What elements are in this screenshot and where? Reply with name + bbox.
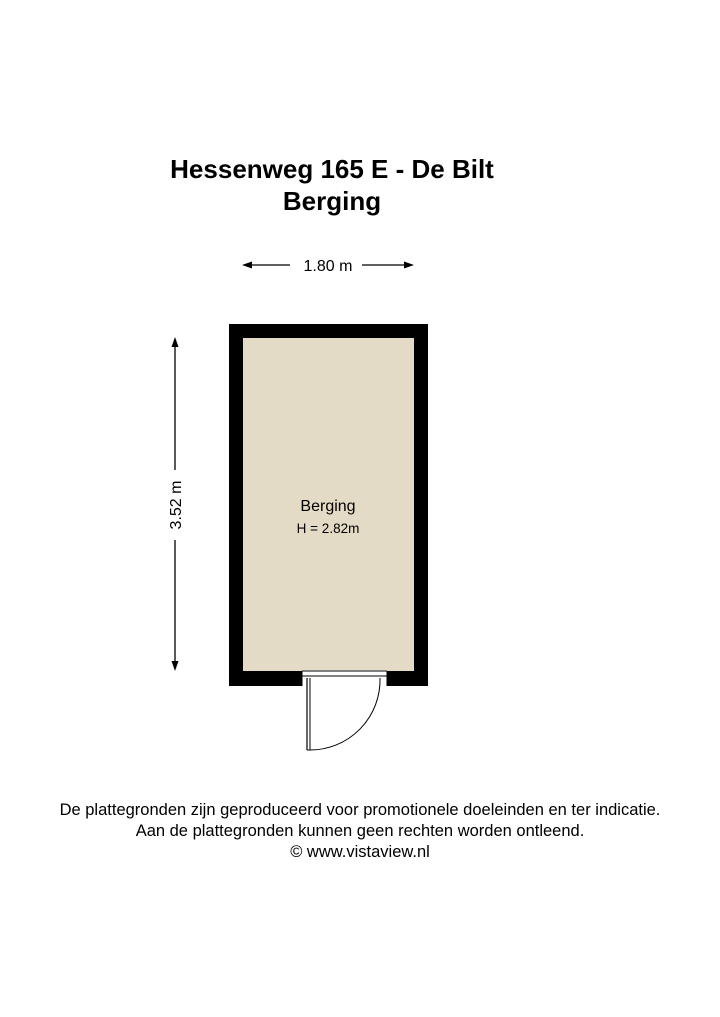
disclaimer-line-2: Aan de plattegronden kunnen geen rechten worden ontleend. <box>135 822 585 840</box>
depth-arrow-down-icon <box>172 661 179 671</box>
floorplan-address-title: Hessenweg 165 E - De Bilt <box>170 154 494 184</box>
depth-dimension-label: 3.52 m <box>168 480 185 530</box>
depth-arrow-up-icon <box>172 337 179 347</box>
room-name-label: Berging <box>300 498 356 515</box>
room-height-label: H = 2.82m <box>296 521 360 536</box>
door-swing-arc <box>310 678 380 750</box>
depth-dimension <box>168 337 185 671</box>
width-dimension <box>242 258 414 275</box>
width-arrow-right-icon <box>404 262 414 269</box>
door-opening <box>302 670 387 687</box>
disclaimer-line-1: De plattegronden zijn geproduceerd voor promotionele doeleinden en ter indicatie. <box>59 801 661 819</box>
copyright-line: © www.vistaview.nl <box>290 843 430 861</box>
width-dimension-label: 1.80 m <box>303 258 353 275</box>
width-arrow-left-icon <box>242 262 252 269</box>
floorplan-floor-title: Berging <box>282 186 382 216</box>
